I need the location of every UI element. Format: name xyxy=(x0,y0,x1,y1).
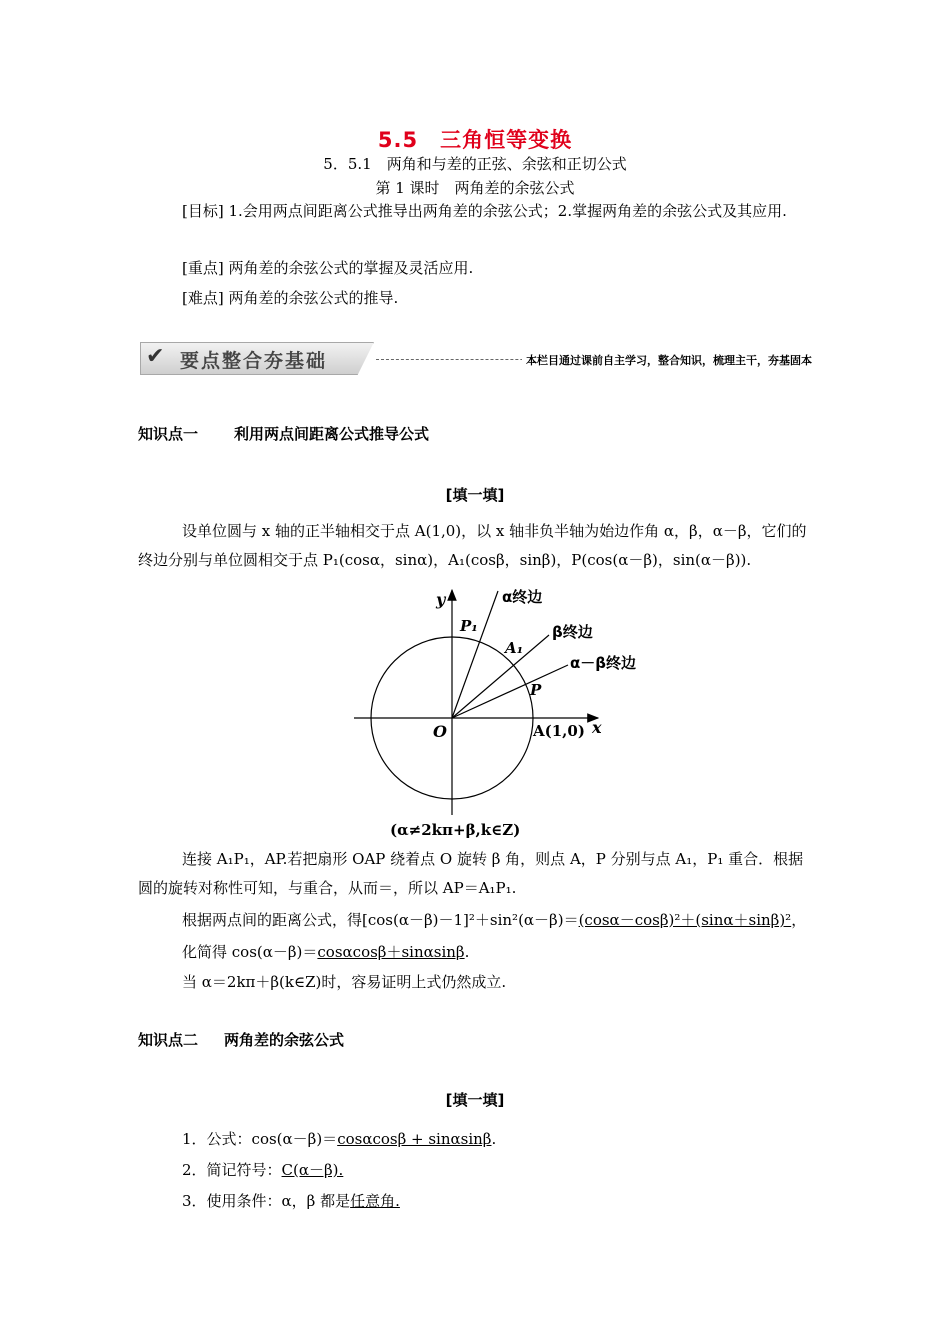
section-title: 5.5 三角恒等变换 xyxy=(377,128,573,152)
condition-item-prefix: 3．使用条件：α，β 都是 xyxy=(182,1192,351,1210)
fill-in-heading-1: [填一填] xyxy=(445,486,505,504)
difficulty-paragraph xyxy=(138,284,814,313)
fill-in-heading-2: [填一填] xyxy=(445,1091,505,1109)
knowledge-point-1-title: 利用两点间距离公式推导公式 xyxy=(234,425,430,443)
key-point-paragraph xyxy=(138,254,814,283)
difficulty-text: 两角差的余弦公式的推导. xyxy=(223,289,399,307)
unit-circle-figure xyxy=(340,585,660,840)
simplify-prefix: 化简得 cos(α－β)＝ xyxy=(182,943,318,961)
key-text: 两角差的余弦公式的掌握及灵活应用. xyxy=(223,259,474,277)
goal-paragraph xyxy=(138,197,814,226)
knowledge-point-1-heading xyxy=(138,423,429,444)
point-a1-label: A₁ xyxy=(505,639,524,657)
check-icon: ✔ xyxy=(146,344,165,369)
notation-item-prefix: 2．简记符号： xyxy=(182,1161,282,1179)
diff-ray-label: α－β终边 xyxy=(570,654,637,672)
knowledge-point-2-title: 两角差的余弦公式 xyxy=(224,1031,345,1049)
subsection-title: 5．5.1 两角和与差的正弦、余弦和正切公式 xyxy=(323,155,627,173)
difficulty-label: [难点] xyxy=(182,289,224,307)
key-label: [重点] xyxy=(182,259,224,277)
formula-item xyxy=(182,1128,496,1149)
goal-label: [目标] xyxy=(182,202,224,220)
special-case-paragraph: 当 α＝2kπ＋β(k∈Z)时，容易证明上式仍然成立. xyxy=(182,973,507,991)
beta-ray-label: β终边 xyxy=(552,623,593,641)
distance-formula-prefix: 根据两点间的距离公式，得[cos(α－β)－1]²＋sin²(α－β)＝ xyxy=(182,911,579,929)
condition-item-answer: 任意角. xyxy=(350,1192,400,1210)
knowledge-point-1-label: 知识点一 xyxy=(138,425,199,443)
point-a-label: A(1,0) xyxy=(533,722,585,740)
rotation-paragraph: 连接 A₁P₁，AP.若把扇形 OAP 绕着点 O 旋转 β 角，则点 A，P 分别与点 A₁，P₁ 重合．根据圆的旋转对称性可知，与重合，从而＝，所以 AP＝A₁P₁. xyxy=(138,850,804,897)
banner-title: 要点整合夯基础 xyxy=(180,350,328,372)
simplify-answer: cosαcosβ＋sinαsinβ xyxy=(317,943,465,961)
distance-formula-suffix: ， xyxy=(791,911,807,929)
x-axis-label: x xyxy=(592,718,602,737)
notation-item-answer: C(α－β). xyxy=(281,1161,344,1179)
figure-caption: (α≠2kπ+β,k∈Z) xyxy=(390,821,521,839)
section-banner xyxy=(140,342,812,375)
y-axis-label: y xyxy=(436,590,446,609)
formula-item-answer: cosαcosβ + sinαsinβ xyxy=(337,1130,492,1148)
formula-item-suffix: . xyxy=(491,1130,497,1148)
lesson-title: 第 1 课时 两角差的余弦公式 xyxy=(375,179,575,197)
simplify-suffix: . xyxy=(464,943,470,961)
alpha-minus-beta-terminal-ray xyxy=(452,665,568,718)
unit-circle-diagram xyxy=(340,585,660,840)
setup-paragraph: 设单位圆与 x 轴的正半轴相交于点 A(1,0)，以 x 轴非负半轴为始边作角 α，β，α－β，它们的终边分别与单位圆相交于点 P₁(cosα，sinα)，A₁(cosβ，sinβ)，P(cos(α－β)，sin(α－β)). xyxy=(138,522,807,569)
condition-item xyxy=(182,1190,400,1211)
formula-item-prefix: 1．公式：cos(α－β)＝ xyxy=(182,1130,338,1148)
knowledge-point-2-label: 知识点二 xyxy=(138,1031,199,1049)
origin-label: O xyxy=(433,722,447,741)
distance-formula-answer: (cosα－cosβ)²＋(sinα＋sinβ)² xyxy=(578,911,792,929)
point-p-label: P xyxy=(530,681,542,699)
point-p1-label: P₁ xyxy=(460,617,478,635)
knowledge-point-2-heading xyxy=(138,1029,344,1050)
distance-formula-paragraph xyxy=(138,906,814,935)
banner-note: 本栏目通过课前自主学习，整合知识，梳理主干，夯基固本 xyxy=(522,352,812,368)
simplify-paragraph xyxy=(138,938,814,967)
alpha-ray-label: α终边 xyxy=(502,588,543,606)
goal-text: 1.会用两点间距离公式推导出两角差的余弦公式；2.掌握两角差的余弦公式及其应用. xyxy=(223,202,787,220)
notation-item xyxy=(182,1159,343,1180)
